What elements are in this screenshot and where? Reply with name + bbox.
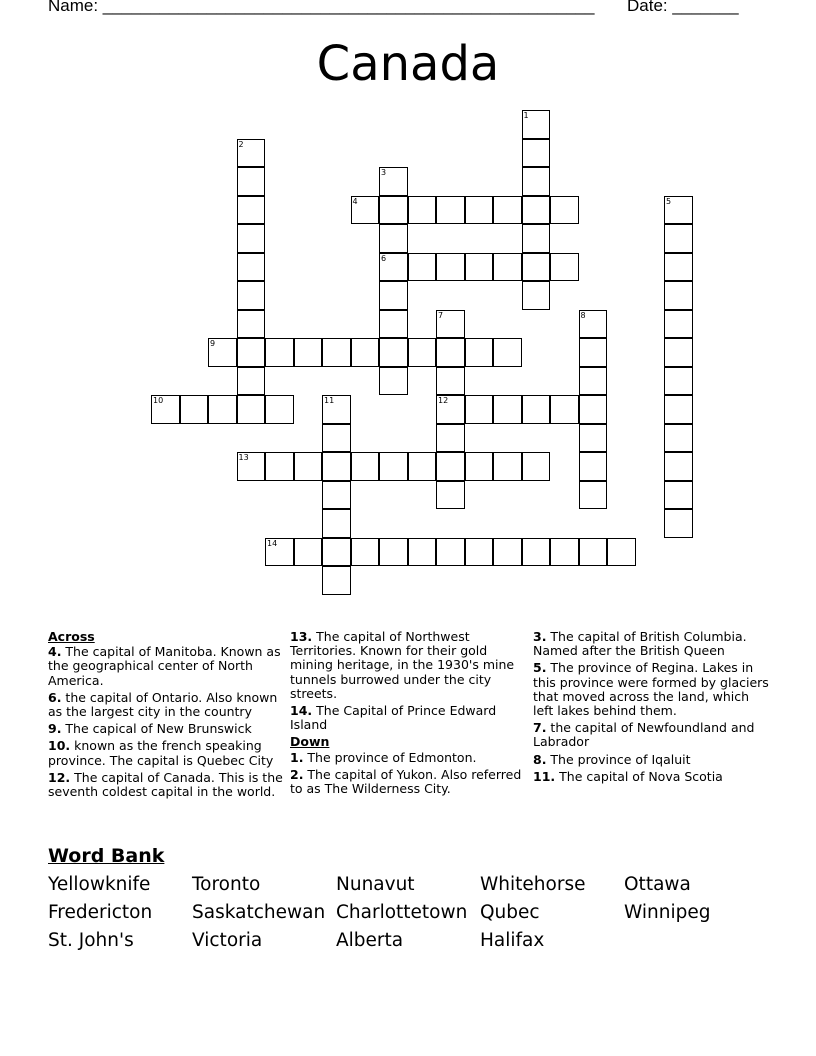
clue-item-number: 14. <box>290 703 313 719</box>
grid-cell[interactable] <box>579 310 608 339</box>
grid-cell[interactable] <box>465 395 494 424</box>
grid-cell[interactable] <box>379 167 408 196</box>
grid-cell[interactable] <box>579 538 608 567</box>
across-clue-list <box>48 645 284 799</box>
clue-item-number: 5. <box>533 660 547 676</box>
grid-cell[interactable] <box>408 253 437 282</box>
grid-cell[interactable] <box>351 338 380 367</box>
grid-cell[interactable] <box>237 395 266 424</box>
clues-column-1 <box>48 630 284 802</box>
grid-cell[interactable] <box>550 538 579 567</box>
grid-cell[interactable] <box>379 367 408 396</box>
word-bank-item: St. John's <box>48 930 134 951</box>
clue-item-number: 2. <box>290 766 304 782</box>
clue-number: 8 <box>580 310 586 320</box>
clues-column-3 <box>533 630 769 787</box>
clue-item-text: known as the french speaking province. The capital is Quebec City <box>48 738 274 768</box>
clue-item-text: The province of Regina. Lakes in this province were formed by glaciers that moved across the land, which left lakes behind them. <box>533 660 769 719</box>
grid-cell[interactable] <box>522 167 551 196</box>
word-bank-item: Alberta <box>336 930 404 951</box>
clue-item-text: The capital of Canada. This is the seventh coldest capital in the world. <box>48 769 283 800</box>
grid-cell[interactable] <box>379 310 408 339</box>
grid-cell[interactable] <box>465 538 494 567</box>
clue-item <box>533 661 769 718</box>
grid-cell[interactable] <box>664 367 693 396</box>
down-heading: Down <box>290 734 330 750</box>
word-bank-item: Halifax <box>480 930 545 951</box>
grid-cell[interactable] <box>379 452 408 481</box>
grid-cell[interactable] <box>579 481 608 510</box>
grid-cell[interactable] <box>237 367 266 396</box>
grid-cell[interactable] <box>664 281 693 310</box>
clue-item <box>48 739 284 767</box>
grid-cell[interactable] <box>237 281 266 310</box>
grid-cell[interactable] <box>408 196 437 225</box>
date-field-label: Date: _______ <box>627 0 739 15</box>
grid-cell[interactable] <box>237 253 266 282</box>
clue-number: 4 <box>352 196 358 206</box>
clue-number: 3 <box>381 168 387 177</box>
grid-cell[interactable] <box>493 538 522 567</box>
grid-cell[interactable] <box>436 452 465 481</box>
grid-cell[interactable] <box>436 338 465 367</box>
clue-item-number: 3. <box>533 629 547 644</box>
clue-number: 12 <box>438 396 449 405</box>
grid-cell[interactable] <box>522 452 551 481</box>
grid-cell[interactable] <box>522 395 551 424</box>
clue-item-text: The capital of Northwest Territories. Known for their gold mining heritage, in the 1930's mine tunnels burrowed under the city streets. <box>290 629 515 701</box>
clue-item-number: 8. <box>533 751 547 767</box>
grid-cell[interactable] <box>151 395 180 424</box>
grid-cell[interactable] <box>522 253 551 282</box>
grid-cell[interactable] <box>351 196 380 225</box>
grid-cell[interactable] <box>522 110 551 139</box>
word-bank-item: Whitehorse <box>480 874 586 895</box>
word-bank-item: Qubec <box>480 902 540 923</box>
page-title: Canada <box>316 36 500 92</box>
word-bank-item: Nunavut <box>336 874 415 895</box>
grid-cell[interactable] <box>322 452 351 481</box>
grid-cell[interactable] <box>208 395 237 424</box>
grid-cell[interactable] <box>265 538 294 567</box>
clue-item-number: 12. <box>48 769 71 785</box>
grid-cell[interactable] <box>493 253 522 282</box>
grid-cell[interactable] <box>379 196 408 225</box>
clue-item <box>290 768 526 796</box>
word-bank-item: Charlottetown <box>336 902 468 923</box>
clue-item-number: 9. <box>48 721 62 737</box>
grid-cell[interactable] <box>436 424 465 453</box>
word-bank-item: Winnipeg <box>624 902 711 923</box>
clue-item-text: The capital of British Columbia. Named after the British Queen <box>533 629 747 659</box>
clue-item-text: The province of Edmonton. <box>303 749 477 765</box>
grid-cell[interactable] <box>493 338 522 367</box>
word-bank-title: Word Bank <box>48 845 165 867</box>
clue-number: 1 <box>523 111 529 120</box>
grid-cell[interactable] <box>237 452 266 481</box>
grid-cell[interactable] <box>294 338 323 367</box>
clue-item-text: The province of Iqaluit <box>546 751 691 767</box>
grid-cell[interactable] <box>322 338 351 367</box>
clue-item-number: 1. <box>290 749 304 765</box>
grid-cell[interactable] <box>436 310 465 339</box>
grid-cell[interactable] <box>237 224 266 253</box>
grid-cell[interactable] <box>322 481 351 510</box>
grid-cell[interactable] <box>208 338 237 367</box>
grid-cell[interactable] <box>664 509 693 538</box>
grid-cell[interactable] <box>436 196 465 225</box>
word-bank-item: Toronto <box>192 874 261 895</box>
word-bank-item: Fredericton <box>48 902 153 923</box>
grid-cell[interactable] <box>408 338 437 367</box>
grid-cell[interactable] <box>237 196 266 225</box>
clue-item <box>533 630 769 658</box>
grid-cell[interactable] <box>664 452 693 481</box>
grid-cell[interactable] <box>493 196 522 225</box>
clue-item <box>48 722 284 736</box>
grid-cell[interactable] <box>436 538 465 567</box>
grid-cell[interactable] <box>436 367 465 396</box>
across-heading: Across <box>48 629 95 644</box>
grid-cell[interactable] <box>579 395 608 424</box>
grid-cell[interactable] <box>237 310 266 339</box>
clue-item-text: The capital of Yukon. Also referred to as The Wilderness City. <box>290 766 522 797</box>
clue-item-number: 13. <box>290 629 313 644</box>
clue-item <box>48 691 284 719</box>
grid-cell[interactable] <box>550 395 579 424</box>
clue-item <box>290 630 526 701</box>
grid-cell[interactable] <box>379 253 408 282</box>
name-field-label: Name: ____________________________________________________ <box>48 0 595 15</box>
grid-cell[interactable] <box>579 338 608 367</box>
clue-item <box>533 770 769 784</box>
clue-number: 14 <box>267 538 278 548</box>
grid-cell[interactable] <box>379 224 408 253</box>
grid-cell[interactable] <box>522 196 551 225</box>
grid-cell[interactable] <box>322 566 351 595</box>
grid-cell[interactable] <box>664 253 693 282</box>
grid-cell[interactable] <box>522 281 551 310</box>
grid-cell[interactable] <box>493 395 522 424</box>
grid-cell[interactable] <box>465 338 494 367</box>
grid-cell[interactable] <box>322 509 351 538</box>
grid-cell[interactable] <box>522 538 551 567</box>
clue-number: 6 <box>381 253 387 263</box>
clue-item-number: 6. <box>48 689 62 705</box>
clue-item-text: The capital of Nova Scotia <box>555 768 723 784</box>
grid-cell[interactable] <box>322 395 351 424</box>
clue-number: 2 <box>238 139 244 149</box>
grid-cell[interactable] <box>265 452 294 481</box>
clue-item-number: 11. <box>533 768 556 784</box>
grid-cell[interactable] <box>579 367 608 396</box>
grid-cell[interactable] <box>294 452 323 481</box>
grid-cell[interactable] <box>379 338 408 367</box>
grid-cell[interactable] <box>664 196 693 225</box>
grid-cell[interactable] <box>379 538 408 567</box>
grid-cell[interactable] <box>436 395 465 424</box>
word-bank-item: Saskatchewan <box>192 902 326 923</box>
clue-item-text: The Capital of Prince Edward Island <box>290 703 497 733</box>
grid-cell[interactable] <box>465 452 494 481</box>
grid-cell[interactable] <box>237 139 266 168</box>
grid-cell[interactable] <box>294 538 323 567</box>
grid-cell[interactable] <box>664 310 693 339</box>
grid-cell[interactable] <box>664 224 693 253</box>
grid-cell[interactable] <box>664 395 693 424</box>
grid-cell[interactable] <box>265 338 294 367</box>
grid-cell[interactable] <box>664 481 693 510</box>
clue-number: 11 <box>324 396 335 405</box>
clue-item-text: the capital of Newfoundland and Labrador <box>533 720 755 750</box>
clues-column-2 <box>290 630 526 799</box>
word-bank-item: Ottawa <box>624 874 691 895</box>
grid-cell[interactable] <box>550 253 579 282</box>
grid-cell[interactable] <box>664 338 693 367</box>
grid-cell[interactable] <box>522 139 551 168</box>
grid-cell[interactable] <box>436 253 465 282</box>
grid-cell[interactable] <box>237 167 266 196</box>
grid-cell[interactable] <box>322 538 351 567</box>
clue-number: 13 <box>238 453 249 462</box>
clue-item <box>290 751 526 765</box>
clue-item-text: the capital of Ontario. Also known as the largest city in the country <box>48 689 278 720</box>
clue-item <box>48 771 284 799</box>
grid-cell[interactable] <box>237 338 266 367</box>
clue-item <box>290 704 526 732</box>
grid-cell[interactable] <box>579 424 608 453</box>
clue-item-number: 4. <box>48 644 62 660</box>
grid-cell[interactable] <box>493 452 522 481</box>
clue-item <box>533 753 769 767</box>
clue-item-text: The capital of Manitoba. Known as the geographical center of North America. <box>48 644 281 688</box>
across-clue-list-cont <box>290 630 526 732</box>
grid-cell[interactable] <box>408 538 437 567</box>
grid-cell[interactable] <box>664 424 693 453</box>
grid-cell[interactable] <box>351 538 380 567</box>
grid-cell[interactable] <box>408 452 437 481</box>
clue-item <box>533 721 769 749</box>
clue-item <box>48 645 284 688</box>
grid-cell[interactable] <box>522 224 551 253</box>
grid-cell[interactable] <box>180 395 209 424</box>
grid-cell[interactable] <box>465 196 494 225</box>
word-bank-item: Victoria <box>192 930 263 951</box>
grid-cell[interactable] <box>351 452 380 481</box>
grid-cell[interactable] <box>265 395 294 424</box>
clue-number: 5 <box>666 196 672 206</box>
grid-cell[interactable] <box>379 281 408 310</box>
grid-cell[interactable] <box>465 253 494 282</box>
clue-item-number: 7. <box>533 720 547 736</box>
clue-number: 10 <box>153 396 164 405</box>
grid-cell[interactable] <box>607 538 636 567</box>
grid-cell[interactable] <box>436 481 465 510</box>
clue-number: 9 <box>210 339 216 348</box>
grid-cell[interactable] <box>579 452 608 481</box>
clue-item-text: The capical of New Brunswick <box>61 721 252 737</box>
down-clue-list-cont <box>533 630 769 784</box>
clue-item-number: 10. <box>48 738 71 754</box>
word-bank-item: Yellowknife <box>48 874 151 895</box>
clue-number: 7 <box>438 310 444 320</box>
grid-cell[interactable] <box>322 424 351 453</box>
grid-cell[interactable] <box>550 196 579 225</box>
down-clue-list <box>290 751 526 797</box>
